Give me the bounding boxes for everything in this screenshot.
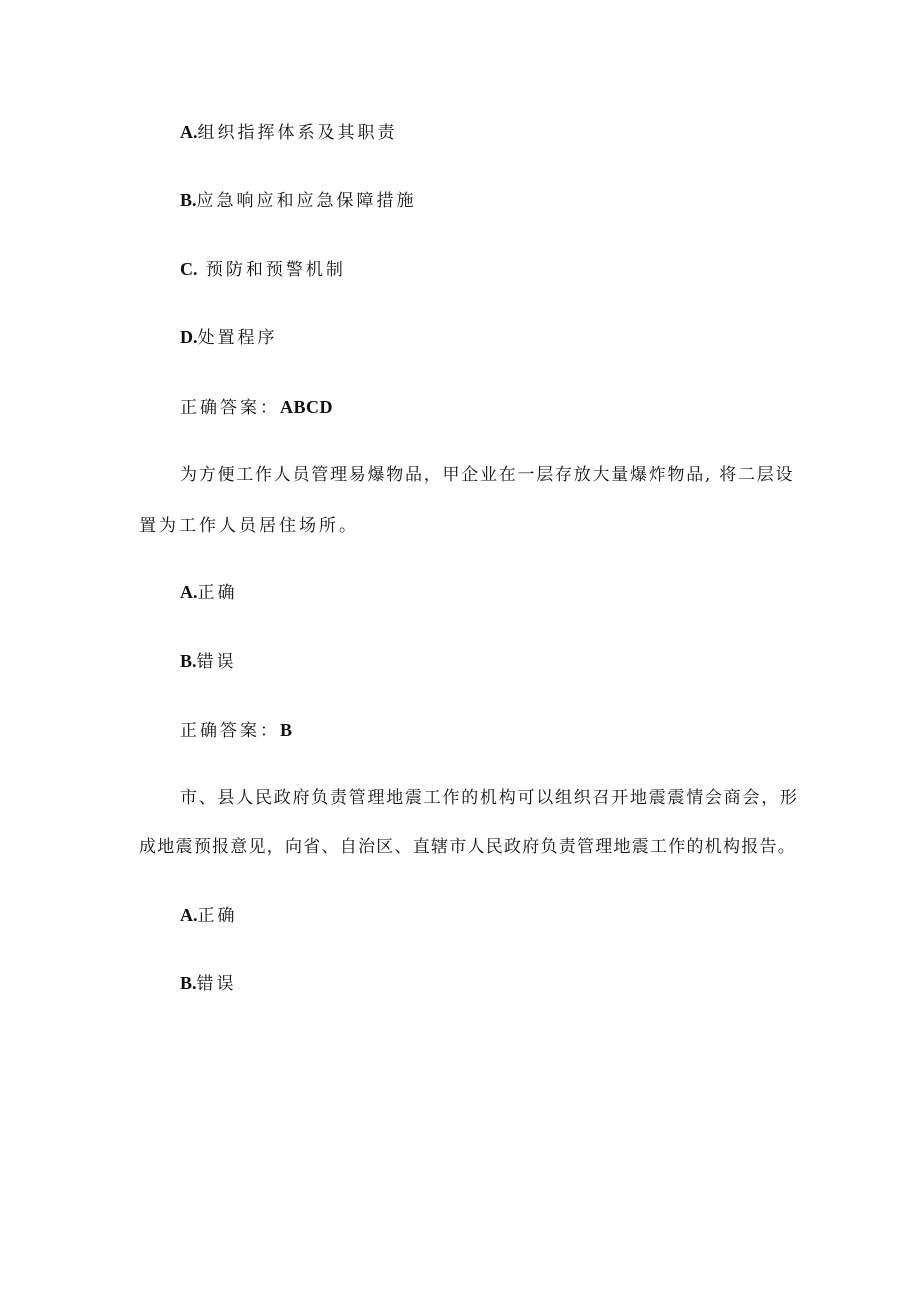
q1-option-b bbox=[180, 189, 417, 212]
option-text: 正确 bbox=[197, 583, 238, 603]
option-key: B. bbox=[180, 973, 197, 993]
q1-option-d bbox=[180, 326, 278, 349]
option-text: 处置程序 bbox=[197, 328, 278, 348]
option-key: B. bbox=[180, 651, 197, 671]
option-key: A. bbox=[180, 905, 198, 925]
q1-option-a bbox=[180, 121, 398, 144]
option-key: D. bbox=[180, 327, 198, 347]
q3-option-b bbox=[180, 972, 237, 995]
q2-stem-line-1: 为方便工作人员管理易爆物品，甲企业在一层存放大量爆炸物品, 将二层设 bbox=[180, 465, 795, 485]
q3-stem-line-2: 成地震预报意见，向省、自治区、直辖市人民政府负责管理地震工作的机构报告。 bbox=[139, 837, 796, 857]
q1-answer bbox=[180, 396, 333, 419]
option-key: A. bbox=[180, 582, 198, 602]
q3-option-a bbox=[180, 904, 238, 927]
option-key: A. bbox=[180, 122, 198, 142]
q2-option-a bbox=[180, 581, 238, 604]
answer-value: B bbox=[280, 720, 293, 740]
option-text: 错误 bbox=[196, 974, 237, 994]
option-key: B. bbox=[180, 190, 197, 210]
q1-option-c bbox=[180, 258, 346, 281]
option-text: 组织指挥体系及其职责 bbox=[197, 123, 398, 143]
option-text: 正确 bbox=[197, 906, 238, 926]
answer-value: ABCD bbox=[280, 397, 334, 417]
q2-stem-line-2: 置为工作人员居住场所。 bbox=[139, 516, 359, 536]
answer-label: 正确答案： bbox=[180, 721, 280, 741]
q2-option-b bbox=[180, 650, 237, 673]
answer-label: 正确答案： bbox=[180, 398, 280, 418]
q3-stem-line-1: 市、县人民政府负责管理地震工作的机构可以组织召开地震震情会商会，形 bbox=[180, 788, 799, 808]
option-key: C. bbox=[180, 259, 198, 279]
option-text: 应急响应和应急保障措施 bbox=[196, 191, 417, 211]
q2-answer bbox=[180, 719, 293, 742]
option-text: 错误 bbox=[196, 652, 237, 672]
option-text: 预防和预警机制 bbox=[197, 260, 346, 280]
